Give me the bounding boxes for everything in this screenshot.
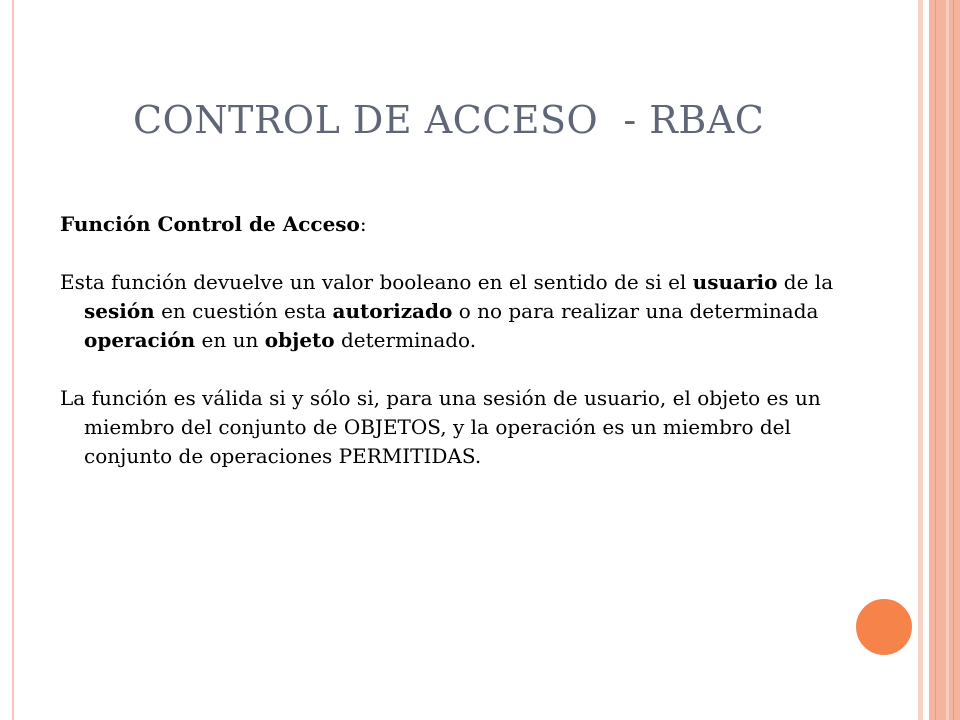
keyword-operacion: operación [84, 328, 196, 352]
text-run: en cuestión esta [154, 299, 333, 323]
right-decorative-band [929, 0, 960, 720]
text-run: determinado. [334, 328, 477, 352]
text-run: Esta función devuelve un valor booleano en el sentido de si el [60, 270, 693, 294]
right-band-stripe [935, 0, 936, 720]
keyword-objeto: objeto [264, 328, 335, 352]
right-band-stripe [953, 0, 954, 720]
paragraph-validity: La función es válida si y sólo si, para una sesión de usuario, el objeto es un miembro del conjunto de OBJETOS, y la operación es un miembro del conjunto de operaciones PERMITIDAS. [60, 386, 821, 468]
text-run: en un [195, 328, 265, 352]
slide-title: CONTROL DE ACCESO - RBAC [133, 98, 765, 142]
keyword-usuario: usuario [692, 270, 778, 294]
paragraph-definition [60, 268, 850, 355]
subheading-colon: : [359, 212, 367, 236]
left-decorative-line [12, 0, 14, 720]
slide-body [60, 210, 850, 471]
subheading-text: Función Control de Acceso [60, 212, 360, 236]
keyword-sesion: sesión [84, 299, 155, 323]
keyword-autorizado: autorizado [332, 299, 453, 323]
orange-accent-circle [854, 597, 914, 657]
text-run: de la [777, 270, 834, 294]
right-band-stripe [946, 0, 949, 720]
text-run: o no para realizar una determinada [452, 299, 819, 323]
subheading [60, 210, 850, 239]
